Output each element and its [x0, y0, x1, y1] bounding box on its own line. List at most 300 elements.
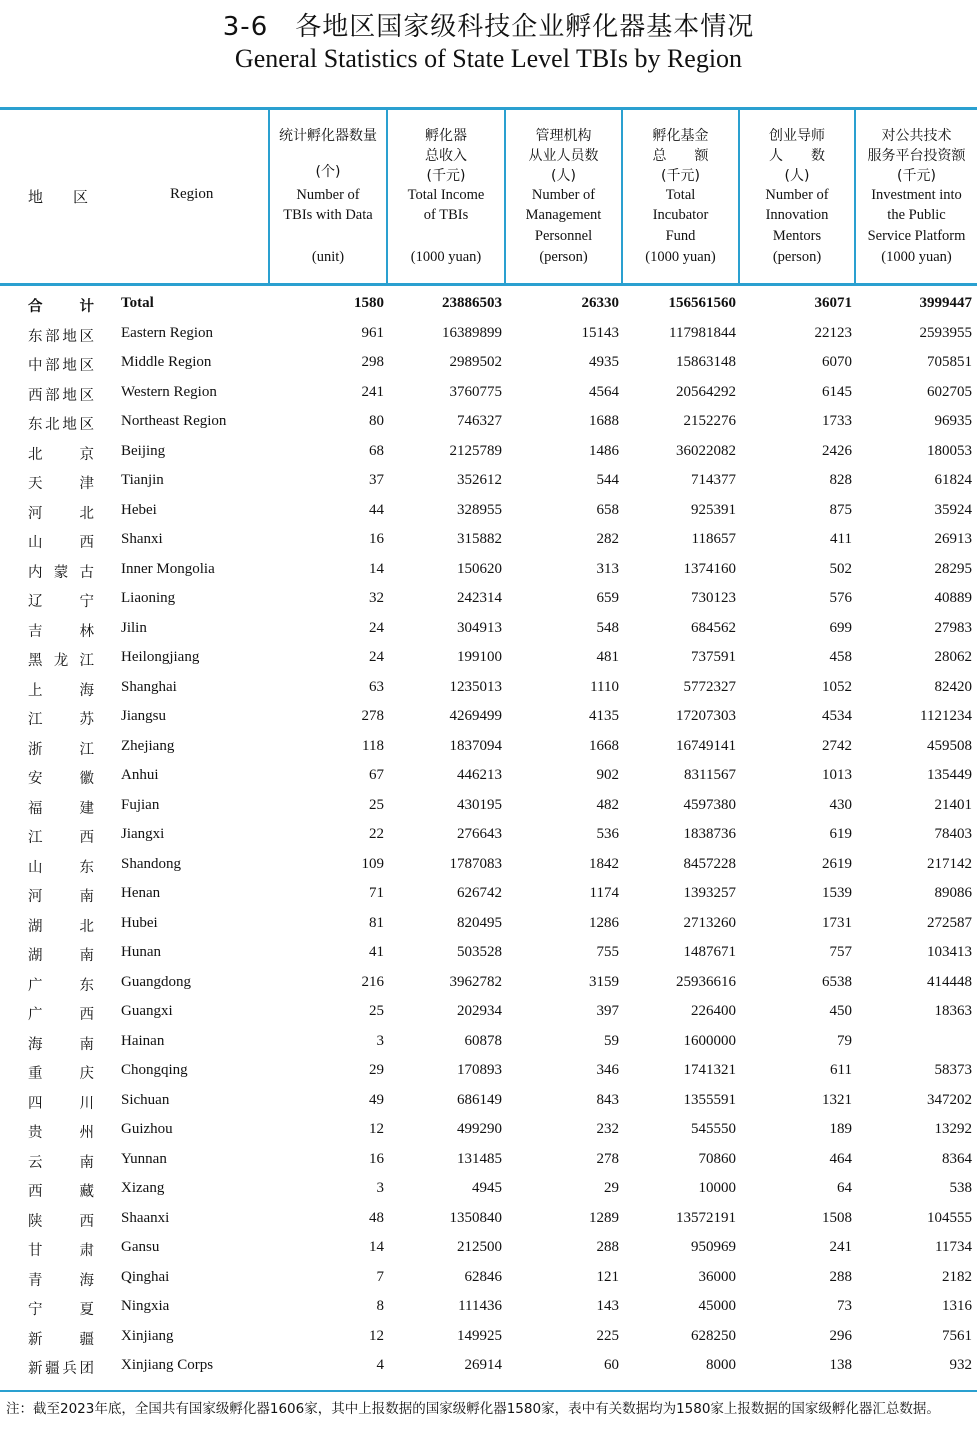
region-name-en: Guangxi	[121, 1003, 173, 1019]
region-name-cn: 湖北	[28, 918, 94, 935]
cell-value: 1838736	[683, 826, 736, 842]
cell-value: 111436	[458, 1298, 502, 1314]
cell-value: 328955	[457, 501, 502, 518]
cell-value: 135449	[927, 767, 972, 783]
region-name-cn: 中部地区	[28, 358, 94, 374]
cell-value: 170893	[457, 1062, 502, 1078]
cell-value: 26330	[581, 295, 619, 311]
cell-value: 1393257	[683, 885, 736, 901]
cell-value: 14	[369, 560, 384, 577]
cell-value: 61824	[934, 472, 972, 488]
region-name-cn: 浙江	[28, 741, 94, 758]
cell-value: 296	[829, 1327, 852, 1344]
cell-value: 2426	[822, 442, 852, 459]
cell-value: 1350840	[449, 1209, 502, 1226]
header-cn-line2: 总收入	[425, 148, 467, 164]
header-en-line2: TBIs with Data	[283, 207, 373, 223]
table-row	[0, 974, 977, 1004]
cell-value: 13572191	[676, 1209, 736, 1226]
cell-value: 2152276	[683, 413, 736, 429]
region-name-en: Chongqing	[121, 1062, 188, 1078]
cell-value: 25	[369, 796, 384, 813]
region-name-cn: 云南	[28, 1154, 94, 1171]
header-cn-line2: 人 数	[769, 148, 825, 164]
cell-value: 60878	[464, 1032, 502, 1049]
region-name-en: Beijing	[121, 442, 166, 459]
column-header-3	[506, 110, 621, 283]
table-row	[0, 413, 977, 443]
region-name-cn: 河北	[28, 505, 94, 522]
cell-value: 1121234	[920, 708, 972, 724]
cell-value: 544	[596, 472, 619, 488]
cell-value: 4	[376, 1357, 384, 1373]
cell-value: 71	[369, 885, 384, 901]
cell-value: 282	[596, 531, 619, 547]
header-en-line2: the Public	[887, 207, 946, 223]
cell-value: 2989502	[449, 354, 502, 370]
region-name-cn: 新疆	[28, 1331, 94, 1348]
region-name-en: Gansu	[121, 1239, 160, 1255]
cell-value: 22123	[814, 324, 852, 341]
region-name-cn: 吉林	[28, 623, 94, 640]
region-name-en: Guangdong	[121, 973, 191, 990]
cell-value: 150620	[457, 560, 502, 577]
table-row	[0, 1269, 977, 1299]
region-name-cn: 福建	[28, 800, 94, 817]
cell-value: 276643	[457, 826, 502, 842]
cell-value: 5772327	[683, 678, 736, 695]
cell-value: 430	[829, 796, 852, 813]
cell-value: 755	[596, 944, 619, 960]
region-name-cn: 广西	[28, 1007, 94, 1023]
cell-value: 4564	[589, 383, 619, 400]
header-region-cn: 地区	[28, 188, 119, 206]
region-name-en: Xizang	[121, 1180, 165, 1196]
table-row	[0, 1151, 977, 1181]
header-en-line3: Service Platform	[867, 228, 966, 244]
header-cn: 孵化器	[425, 128, 467, 144]
cell-value: 352612	[457, 472, 502, 488]
cell-value: 62846	[464, 1268, 502, 1285]
cell-value: 2125789	[449, 442, 502, 459]
table-row	[0, 531, 977, 561]
cell-value: 67	[369, 767, 384, 783]
cell-value: 6538	[822, 973, 852, 990]
cell-value: 8000	[706, 1357, 736, 1373]
cell-value: 189	[829, 1121, 852, 1137]
cell-value: 699	[829, 619, 852, 636]
table-row	[0, 649, 977, 679]
region-name-cn: 河南	[28, 889, 94, 905]
footnote: 注：截至2023年底，全国共有国家级孵化器1606家，其中上报数据的国家级孵化器1580家，表中有关数据均为1580家上报数据的国家级孵化器汇总数据。	[6, 1401, 940, 1417]
region-name-cn: 北京	[28, 446, 94, 463]
header-en-line1: Total Income	[407, 187, 485, 203]
region-name-cn: 江苏	[28, 712, 94, 728]
cell-value: 59	[604, 1032, 619, 1049]
region-name-cn: 山东	[28, 859, 94, 876]
cell-value: 538	[949, 1180, 972, 1196]
cell-value: 875	[829, 501, 852, 518]
cell-value: 502	[829, 560, 852, 577]
table-row	[0, 1210, 977, 1240]
cell-value: 26913	[934, 531, 972, 547]
cell-value: 11734	[935, 1239, 972, 1255]
table-row	[0, 1298, 977, 1328]
table-row	[0, 915, 977, 945]
column-header-5	[740, 110, 854, 283]
cell-value: 10000	[698, 1180, 736, 1196]
cell-value: 626742	[457, 885, 502, 901]
cell-value: 925391	[691, 501, 736, 518]
cell-value: 241	[829, 1239, 852, 1255]
cell-value: 44	[369, 501, 384, 518]
header-unit-en: (1000 yuan)	[881, 249, 952, 265]
region-name-en: Shaanxi	[121, 1209, 170, 1226]
header-en-line3: Fund	[665, 228, 696, 244]
cell-value: 143	[596, 1298, 619, 1314]
region-name-en: Hubei	[121, 914, 158, 931]
cell-value: 202934	[457, 1003, 502, 1019]
cell-value: 156561560	[668, 295, 736, 311]
table-row	[0, 797, 977, 827]
cell-value: 1600000	[683, 1032, 736, 1049]
cell-value: 1355591	[683, 1091, 736, 1108]
header-en-line2: Management	[525, 207, 602, 223]
header-unit-cn: (人)	[551, 168, 576, 184]
cell-value: 278	[361, 708, 384, 724]
header-bottom-rule	[0, 283, 977, 286]
table-row	[0, 590, 977, 620]
header-unit-cn: (人)	[784, 168, 810, 184]
cell-value: 118	[362, 737, 384, 754]
region-name-cn: 辽宁	[28, 594, 94, 610]
cell-value: 103413	[927, 944, 972, 960]
region-name-cn: 四川	[28, 1095, 94, 1112]
region-name-cn: 天津	[28, 476, 94, 492]
region-name-en: Henan	[121, 885, 161, 901]
header-region-en: Region	[170, 186, 214, 202]
region-name-cn: 内蒙古	[28, 564, 94, 581]
cell-value: 2182	[942, 1268, 972, 1285]
cell-value: 24	[369, 649, 384, 665]
cell-value: 1580	[354, 295, 384, 311]
cell-value: 430195	[457, 796, 502, 813]
cell-value: 96935	[934, 413, 972, 429]
cell-value: 232	[596, 1121, 619, 1137]
table-row	[0, 679, 977, 709]
cell-value: 1110	[590, 678, 619, 695]
cell-value: 80	[369, 413, 384, 429]
header-en-line2: of TBIs	[423, 207, 469, 223]
region-name-en: Anhui	[121, 767, 159, 783]
cell-value: 7561	[942, 1327, 972, 1344]
cell-value: 49	[369, 1091, 384, 1108]
region-name-en: Eastern Region	[121, 324, 214, 341]
cell-value: 313	[596, 560, 619, 577]
region-name-en: Heilongjiang	[121, 649, 200, 665]
cell-value: 1787083	[449, 855, 502, 872]
region-name-en: Liaoning	[121, 590, 176, 606]
header-en-line1: Investment into	[871, 187, 962, 203]
region-name-en: Hainan	[121, 1032, 165, 1049]
cell-value: 705851	[927, 354, 972, 370]
cell-value: 28295	[934, 560, 972, 577]
cell-value: 1052	[822, 678, 852, 695]
cell-value: 446213	[457, 767, 502, 783]
cell-value: 902	[596, 767, 619, 783]
cell-value: 35924	[934, 501, 972, 518]
cell-value: 346	[596, 1062, 619, 1078]
header-cn-line2: 总 额	[652, 148, 709, 164]
cell-value: 8311567	[684, 767, 736, 783]
cell-value: 961	[361, 324, 384, 341]
header-cn: 统计孵化器数量	[279, 128, 377, 144]
cell-value: 1842	[589, 855, 619, 872]
cell-value: 2593955	[919, 324, 972, 341]
region-name-en: Jiangsu	[121, 708, 166, 724]
cell-value: 288	[829, 1268, 852, 1285]
header-en-line3: Personnel	[534, 228, 593, 244]
cell-value: 82420	[934, 678, 972, 695]
region-name-cn: 黑龙江	[28, 653, 94, 669]
cell-value: 8	[376, 1298, 384, 1314]
cell-value: 1289	[589, 1209, 619, 1226]
column-header-2	[388, 110, 504, 283]
header-unit-en: (person)	[539, 249, 588, 265]
region-name-en: Hebei	[121, 501, 157, 518]
table-row	[0, 384, 977, 414]
cell-value: 503528	[457, 944, 502, 960]
cell-value: 217142	[927, 855, 972, 872]
region-name-cn: 青海	[28, 1272, 94, 1289]
region-name-cn: 合计	[28, 299, 94, 315]
cell-value: 23886503	[442, 295, 502, 311]
cell-value: 1668	[589, 737, 619, 754]
table-row	[0, 354, 977, 384]
cell-value: 25	[369, 1003, 384, 1019]
cell-value: 17207303	[676, 708, 736, 724]
cell-value: 15863148	[676, 354, 736, 370]
cell-value: 730123	[691, 590, 736, 606]
table-row	[0, 325, 977, 355]
region-name-cn: 甘肃	[28, 1243, 94, 1259]
cell-value: 686149	[457, 1091, 502, 1108]
cell-value: 3	[376, 1180, 384, 1196]
table-row	[0, 502, 977, 532]
cell-value: 450	[829, 1003, 852, 1019]
cell-value: 4534	[822, 708, 852, 724]
region-name-en: Middle Region	[121, 354, 212, 370]
cell-value: 4945	[472, 1180, 502, 1196]
cell-value: 21401	[934, 796, 972, 813]
cell-value: 242314	[457, 590, 502, 606]
cell-value: 658	[596, 501, 619, 518]
header-unit-cn: (千元)	[897, 168, 936, 184]
cell-value: 1235013	[449, 678, 502, 695]
cell-value: 7	[376, 1268, 384, 1285]
table-bottom-rule	[0, 1390, 977, 1392]
column-header-1	[270, 110, 386, 283]
header-cn: 孵化基金	[652, 128, 709, 144]
region-name-en: Guizhou	[121, 1121, 173, 1137]
cell-value: 288	[596, 1239, 619, 1255]
region-name-en: Shanxi	[121, 531, 163, 547]
cell-value: 298	[361, 354, 384, 370]
cell-value: 1316	[942, 1298, 972, 1314]
table-row	[0, 472, 977, 502]
cell-value: 25936616	[676, 973, 736, 990]
column-header-4	[623, 110, 738, 283]
header-en-line2: Incubator	[652, 207, 709, 223]
table-row	[0, 561, 977, 591]
table-row	[0, 1239, 977, 1269]
cell-value: 3	[376, 1032, 384, 1049]
region-name-cn: 海南	[28, 1036, 94, 1053]
cell-value: 1013	[822, 767, 852, 783]
page-title-en: General Statistics of State Level TBIs by Region	[234, 44, 743, 73]
cell-value: 79	[837, 1032, 852, 1049]
cell-value: 659	[596, 590, 619, 606]
cell-value: 315882	[457, 531, 502, 547]
region-name-cn: 西部地区	[28, 387, 94, 404]
header-cn: 创业导师	[769, 128, 825, 144]
cell-value: 843	[596, 1091, 619, 1108]
cell-value: 481	[596, 649, 619, 665]
cell-value: 180053	[927, 442, 972, 459]
cell-value: 611	[830, 1062, 852, 1078]
cell-value: 14	[369, 1239, 384, 1255]
header-cn: 管理机构	[535, 128, 592, 144]
cell-value: 58373	[934, 1062, 972, 1078]
cell-value: 304913	[457, 619, 502, 636]
region-name-cn: 东部地区	[28, 328, 94, 345]
cell-value: 4935	[589, 354, 619, 370]
cell-value: 16749141	[676, 737, 736, 754]
header-unit-en: (1000 yuan)	[410, 249, 482, 265]
table-row	[0, 1121, 977, 1151]
cell-value: 226400	[691, 1003, 736, 1019]
cell-value: 1374160	[683, 560, 736, 577]
header-en-line3: Mentors	[772, 228, 822, 244]
cell-value: 576	[829, 590, 852, 606]
cell-value: 36000	[698, 1268, 736, 1285]
cell-value: 464	[829, 1150, 852, 1167]
cell-value: 20564292	[676, 383, 736, 400]
cell-value: 24	[369, 619, 384, 636]
table-row	[0, 1092, 977, 1122]
cell-value: 3962782	[449, 973, 502, 990]
cell-value: 121	[596, 1268, 619, 1285]
cell-value: 3159	[589, 973, 619, 990]
region-name-cn: 贵州	[28, 1125, 94, 1141]
header-cn: 对公共技术	[881, 128, 952, 144]
cell-value: 414448	[927, 973, 972, 990]
header-en-line1: Number of	[296, 187, 360, 203]
cell-value: 2713260	[683, 914, 736, 931]
cell-value: 4135	[589, 708, 619, 724]
cell-value: 89086	[934, 885, 972, 901]
cell-value: 1321	[822, 1091, 852, 1108]
table-row	[0, 1003, 977, 1033]
cell-value: 16	[369, 1150, 384, 1167]
cell-value: 32	[369, 590, 384, 606]
cell-value: 45000	[698, 1298, 736, 1314]
cell-value: 2619	[822, 855, 852, 872]
region-name-en: Shandong	[121, 855, 181, 872]
cell-value: 12	[369, 1121, 384, 1137]
cell-value: 4597380	[683, 796, 736, 813]
cell-value: 78403	[934, 826, 972, 842]
cell-value: 548	[596, 619, 619, 636]
cell-value: 104555	[927, 1209, 972, 1226]
cell-value: 1539	[822, 885, 852, 901]
cell-value: 932	[949, 1357, 972, 1373]
table-row	[0, 856, 977, 886]
cell-value: 1174	[589, 885, 619, 901]
region-name-en: Sichuan	[121, 1091, 170, 1108]
cell-value: 8457228	[683, 855, 736, 872]
cell-value: 36022082	[676, 442, 736, 459]
cell-value: 68	[369, 442, 384, 459]
header-cn-line2: 从业人员数	[528, 148, 599, 164]
cell-value: 36071	[814, 295, 852, 311]
cell-value: 149925	[457, 1327, 502, 1344]
table-row	[0, 1328, 977, 1358]
region-name-en: Inner Mongolia	[121, 560, 215, 577]
table-row	[0, 443, 977, 473]
cell-value: 48	[369, 1209, 384, 1226]
cell-value: 28062	[934, 649, 972, 665]
cell-value: 26914	[464, 1357, 502, 1373]
cell-value: 1486	[589, 442, 619, 459]
table-row	[0, 708, 977, 738]
region-name-en: Jilin	[121, 619, 147, 636]
cell-value: 4269499	[449, 708, 502, 724]
cell-value: 64	[837, 1180, 852, 1196]
region-name-cn: 重庆	[28, 1066, 94, 1082]
region-name-cn: 宁夏	[28, 1302, 94, 1318]
cell-value: 1731	[822, 914, 852, 931]
region-name-cn: 陕西	[28, 1213, 94, 1230]
header-unit-en: (person)	[772, 249, 822, 265]
cell-value: 6145	[822, 383, 852, 400]
cell-value: 1688	[589, 413, 619, 429]
region-name-en: Shanghai	[121, 678, 177, 695]
cell-value: 216	[361, 973, 384, 990]
cell-value: 29	[604, 1180, 619, 1196]
region-name-en: Xinjiang	[121, 1327, 174, 1344]
table-row	[0, 1357, 977, 1387]
table-row	[0, 1033, 977, 1063]
cell-value: 41	[369, 944, 384, 960]
cell-value: 628250	[691, 1327, 736, 1344]
cell-value: 109	[361, 855, 384, 872]
cell-value: 13292	[934, 1121, 972, 1137]
header-unit-cn: (个)	[315, 164, 341, 180]
cell-value: 619	[829, 826, 852, 842]
cell-value: 70860	[698, 1150, 736, 1167]
cell-value: 1286	[589, 914, 619, 931]
cell-value: 1837094	[449, 737, 502, 754]
cell-value: 1733	[822, 413, 852, 429]
region-name-en: Xinjiang Corps	[121, 1357, 214, 1373]
cell-value: 15143	[581, 324, 619, 341]
cell-value: 411	[830, 531, 852, 547]
cell-value: 3999447	[919, 295, 972, 311]
cell-value: 199100	[457, 649, 502, 665]
cell-value: 536	[596, 826, 619, 842]
cell-value: 73	[837, 1298, 852, 1314]
